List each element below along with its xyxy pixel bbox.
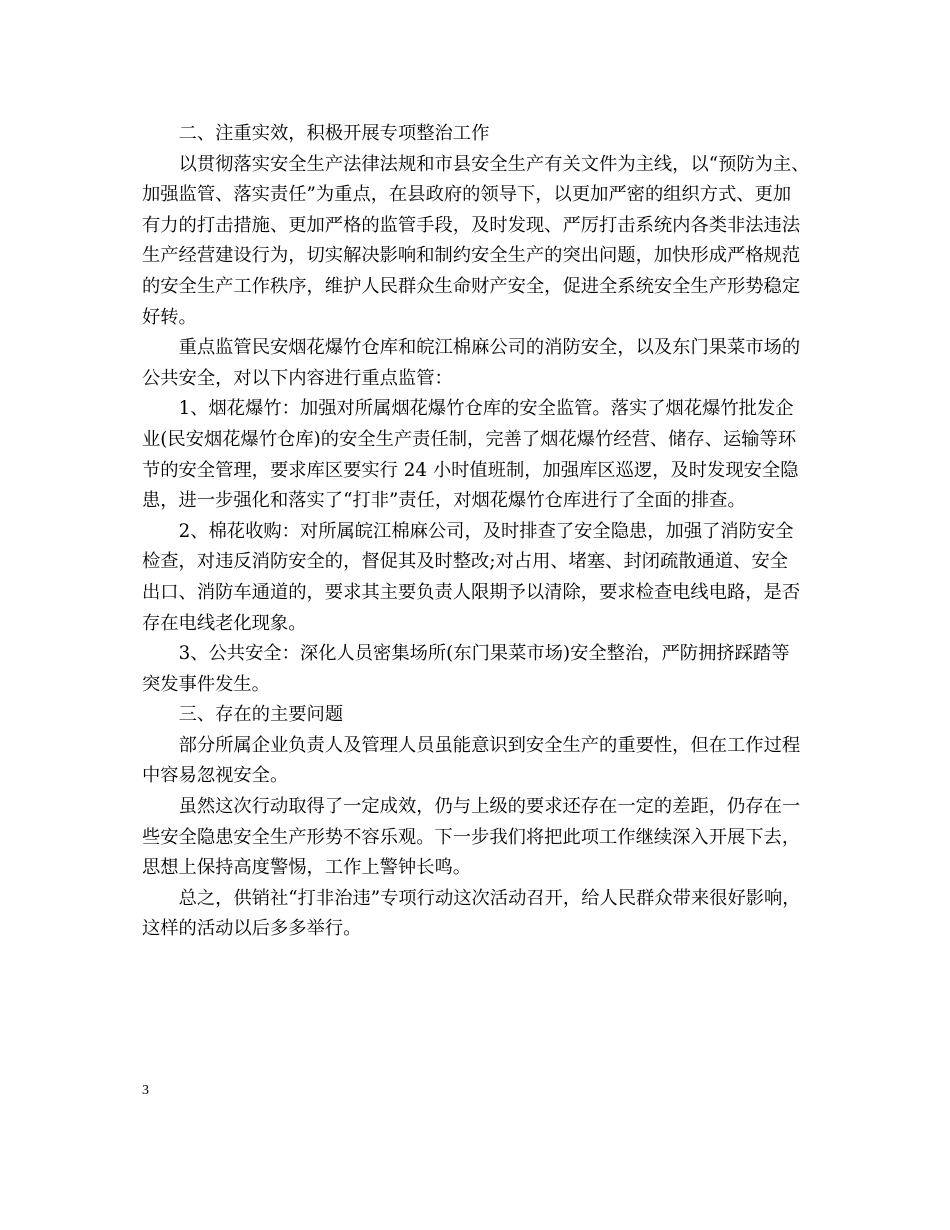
text-line: 生产经营建设行为，切实解决影响和制约安全生产的突出问题，加快形成严格规范 (142, 245, 801, 267)
text-line: 中容易忽视安全。 (142, 765, 289, 787)
text-line: 些安全隐患安全生产形势不容乐观。下一步我们将把此项工作继续深入开展下去， (142, 826, 801, 848)
text-line: 3、公共安全：深化人员密集场所(东门果菜市场)安全整治，严防拥挤踩踏等 (178, 643, 790, 665)
list-item-fireworks (142, 394, 814, 516)
list-item-cotton (142, 517, 814, 639)
text-line: 2、棉花收购：对所属皖江棉麻公司，及时排查了安全隐患，加强了消防安全 (178, 520, 794, 542)
text-line: 节的安全管理，要求库区要实行 24 小时值班制，加强库区巡逻，及时发现安全隐 (142, 459, 799, 481)
text-line: 公共安全，对以下内容进行重点监管： (142, 367, 453, 389)
text-line: 这样的活动以后多多举行。 (142, 918, 362, 940)
text-line: 以贯彻落实安全生产法律法规和市县安全生产有关文件为主线，以“预防为主、 (178, 153, 810, 175)
paragraph (142, 731, 814, 792)
text-line: 1、烟花爆竹：加强对所属烟花爆竹仓库的安全监管。落实了烟花爆竹批发企 (178, 398, 794, 420)
text-line: 有力的打击措施、更加严格的监管手段，及时发现、严厉打击系统内各类非法违法 (142, 214, 801, 236)
paragraph-conclusion (142, 884, 814, 945)
text-line: 检查，对违反消防安全的，督促其及时整改;对占用、堵塞、封闭疏散通道、安全 (142, 551, 789, 573)
page-number: 3 (142, 1083, 149, 1098)
text-line: 虽然这次行动取得了一定成效，仍与上级的要求还存在一定的差距，仍存在一 (178, 796, 801, 818)
text-line: 加强监管、落实责任”为重点，在县政府的领导下，以更加严密的组织方式、更加 (142, 184, 792, 206)
text-line: 患，进一步强化和落实了“打非”责任，对烟花爆竹仓库进行了全面的排查。 (142, 490, 746, 512)
document-body (142, 119, 814, 945)
text-line: 重点监管民安烟花爆竹仓库和皖江棉麻公司的消防安全，以及东门果菜市场的 (178, 337, 801, 359)
section-heading-3 (142, 700, 814, 731)
text-line: 存在电线老化现象。 (142, 612, 307, 634)
text-line: 思想上保持高度警惕，工作上警钟长鸣。 (142, 857, 472, 879)
text-line: 的安全生产工作秩序，维护人民群众生命财产安全，促进全系统安全生产形势稳定 (142, 275, 801, 297)
text-line: 部分所属企业负责人及管理人员虽能意识到安全生产的重要性，但在工作过程 (178, 734, 801, 756)
text-line: 突发事件发生。 (142, 673, 270, 695)
text-line: 出口、消防车通道的，要求其主要负责人限期予以清除，要求检查电线电路，是否 (142, 581, 801, 603)
list-item-public-safety (142, 639, 814, 700)
text-line: 三、存在的主要问题 (178, 704, 344, 726)
text-line: 好转。 (142, 306, 197, 328)
text-line: 总之，供销社“打非治违”专项行动这次活动召开，给人民群众带来很好影响， (178, 887, 801, 909)
text-line: 业(民安烟花爆竹仓库)的安全生产责任制，完善了烟花爆竹经营、储存、运输等环 (142, 428, 797, 450)
section-heading-2 (142, 119, 814, 150)
paragraph (142, 150, 814, 334)
paragraph (142, 792, 814, 884)
text-line: 二、注重实效，积极开展专项整治工作 (178, 123, 490, 144)
paragraph (142, 333, 814, 394)
